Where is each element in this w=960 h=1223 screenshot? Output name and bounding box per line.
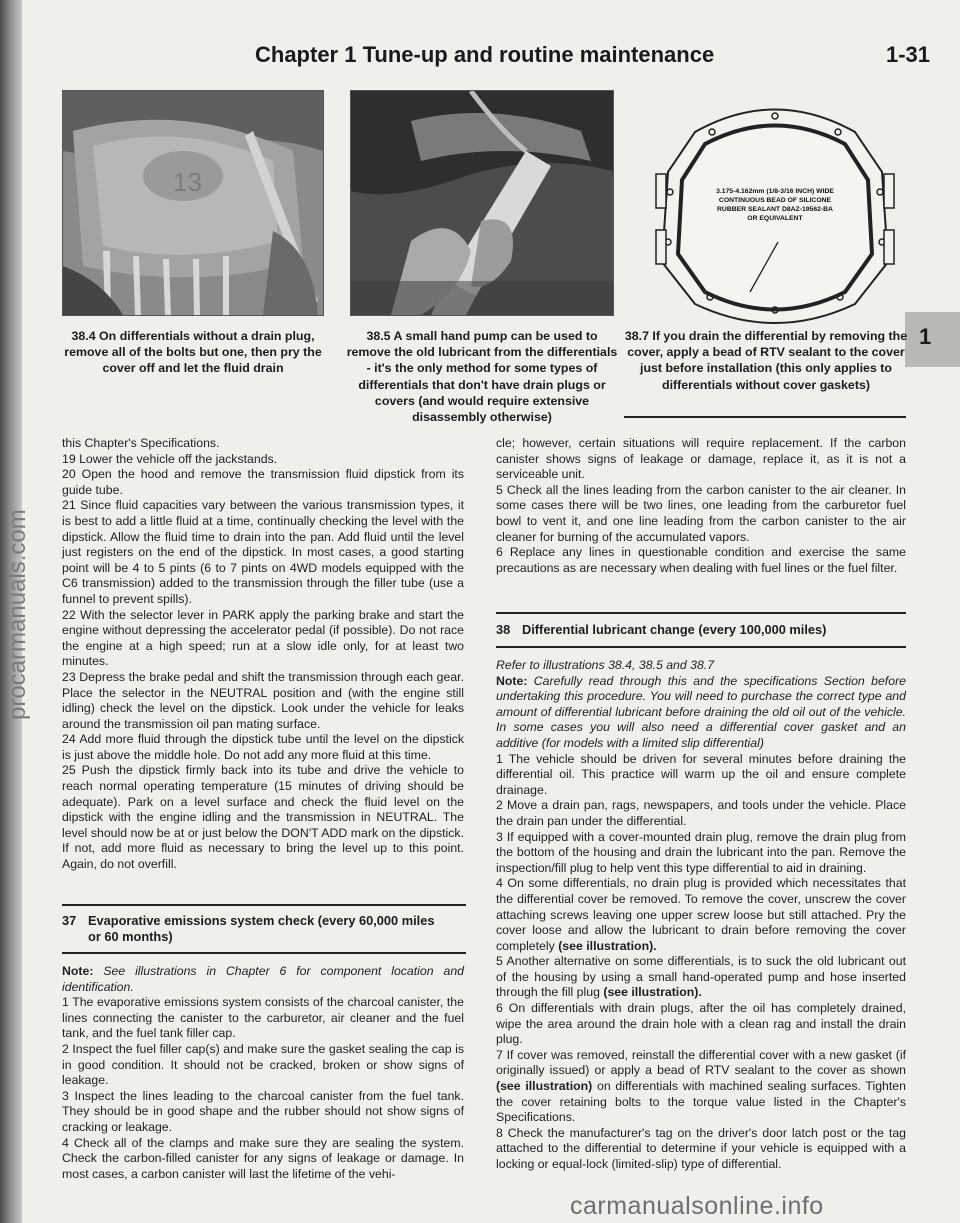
note-label: Note: [496, 673, 528, 688]
paragraph: 1 The vehicle should be driven for several minutes before draining the differential oil. This practice will warm up the oil and ensure complete drainage. [496, 751, 906, 797]
paragraph: 21 Since fluid capacities vary between the various transmission types, it is best to add a little fluid at a time, continually checking the level with the dipstick. Allow the fluid time to drain into the pan. Add fluid until the level just registers on the end of the dipstick. In most cases, a good starting point will be 4 to 5 pints (6 to 7 pints on 4WD models equipped with the C6 transmission) added to the transmission through the filler tube (use a funnel to prevent spills). [62, 498, 464, 606]
paragraph: 1 The evaporative emissions system consists of the charcoal canister, the lines connecting the canister to the carburetor, air cleaner and the fuel tank, and the fuel tank filler cap. [62, 995, 464, 1041]
illustration-ref: (see illustration). [558, 938, 657, 953]
photo-38-4 [62, 90, 324, 316]
paragraph: 6 On differentials with drain plugs, after the oil has completely drained, wipe the area around the drain hole with a clean rag and install the drain plug. [496, 1001, 906, 1047]
paragraph: 8 Check the manufacturer's tag on the driver's door latch post or the tag attached to the differential to determine if your vehicle is equipped with a locking or equal-lock (limited-slip) type of differential. [496, 1125, 906, 1171]
note-label: Note: [62, 964, 94, 978]
caption-38-5: 38.5 A small hand pump can be used to remove the old lubricant from the differentials - it's the only method for some types of differentials that don't have drain plugs or covers (and would require extensive disassembly otherwise) [346, 329, 618, 425]
paragraph: 4 Check all of the clamps and make sure they are sealing the system. Check the carbon-filled canister for any signs of leakage or damage. In most cases, a carbon canister will last the lifetime of the vehi- [62, 1135, 464, 1181]
photo-38-5 [350, 90, 614, 316]
paragraph: this Chapter's Specifications. [62, 436, 220, 450]
paragraph: 5 Check all the lines leading from the carbon canister to the air cleaner. In some cases there will be two lines, one leading from the carburetor fuel bowl to vent it, and one line leading from the carbon canister to the air cleaner for burning of the accumulated vapors. [496, 482, 906, 544]
paragraph: 22 With the selector lever in PARK apply the parking brake and start the engine without depressing the accelerator pedal (if possible). Do not race the engine at a high speed; run at a slow idle only, for at least two minutes. [62, 607, 464, 669]
illustration-ref: (see illustration) [496, 1079, 593, 1094]
diagram-label-line-2: CONTINUOUS BEAD OF SILICONE [718, 197, 832, 204]
chapter-tab-label: 1 [919, 324, 932, 349]
chapter-tab [905, 312, 960, 367]
diagram-label-line-4: OR EQUIVALENT [747, 215, 803, 222]
section-number: 37 [62, 913, 77, 928]
illustration-ref: (see illustration). [603, 985, 702, 1000]
paragraph-text: 5 Another alternative on some differentials, is to suck the old lubricant out of the housing by using a small hand-operated pump and hose inserted through the fill plug [496, 954, 906, 1000]
section-38-rule-bottom [496, 646, 906, 648]
section-title-cont: or 60 months) [88, 929, 173, 944]
paragraph: 23 Depress the brake pedal and shift the transmission through each gear. Place the selector in the NEUTRAL position and (with the engine still idling) check the level on the dipstick. Look under the vehicle for leaks around the transmission oil pan mating surface. [62, 669, 464, 731]
refer-text: Refer to illustrations 38.4, 38.5 and 38.7 [496, 658, 715, 672]
caption-rule [624, 416, 906, 418]
paragraph-text: on differentials with machined sealing surfaces. Tighten the cover retaining bolts to the torque value listed in the Chapter's Specifications. [496, 1079, 906, 1125]
paragraph: 24 Add more fluid through the dipstick tube until the level on the dipstick is just above the middle hole. Do not add any more fluid at this time. [62, 732, 464, 762]
section-38-rule-top [496, 612, 906, 614]
paragraph: 3 Inspect the lines leading to the charcoal canister from the fuel tank. They should be in good shape and the rubber should not show signs of cracking or leakage. [62, 1088, 464, 1134]
section-37-rule-top [62, 904, 466, 906]
section-37-heading [62, 913, 466, 945]
diagram-label-line-1: 3.175-4.162mm (1/8-3/16 INCH) WIDE [716, 188, 834, 195]
side-watermark: procarmanuals.com [4, 509, 31, 721]
left-column-bottom [62, 964, 464, 1182]
section-title: Evaporative emissions system check (every 60,000 miles [88, 913, 435, 928]
casting-number: 13 [173, 167, 202, 197]
right-column-bottom [496, 658, 906, 1173]
diagram-38-7 [650, 92, 900, 330]
paragraph: 25 Push the dipstick firmly back into its tube and drive the vehicle to reach normal operating temperature (15 minutes of driving should be adequate). Park on a level surface and check the fluid level on the dipstick with the engine idling and the transmission in NEUTRAL. The level should now be at or just below the DON'T ADD mark on the dipstick. If not, add more fluid as necessary to bring the level up to this point. Again, do not overfill. [62, 763, 464, 872]
caption-38-4: 38.4 On differentials without a drain plug, remove all of the bolts but one, then pry the cover off and let the fluid drain [64, 329, 322, 376]
section-title: Differential lubricant change (every 100,000 miles) [522, 622, 827, 637]
paragraph: 3 If equipped with a cover-mounted drain plug, remove the drain plug from the bottom of the housing and drain the lubricant into the pan. Remove the inspection/fill plug to help vent this type differential to aid in draining. [496, 829, 906, 875]
section-37-rule-bottom [62, 952, 466, 954]
note-text: See illustrations in Chapter 6 for component location and identification. [62, 964, 464, 994]
paragraph: 6 Replace any lines in questionable condition and exercise the same precautions as are necessary when dealing with fuel lines or the fuel filter. [496, 545, 906, 575]
note-text: Carefully read through this and the specifications Section before undertaking this procedure. You will need to purchase the correct type and amount of differential lubricant before draining the old oil out of the vehicle. In some cases you will also need a differential cover gasket and an additive (for models with a limited slip differential) [496, 673, 906, 750]
caption-38-7: 38.7 If you drain the differential by removing the cover, apply a bead of RTV sealant to the cover just before installation (this only applies to differentials without cover gaskets) [624, 329, 908, 392]
section-number: 38 [496, 622, 511, 637]
page-number: 1-31 [885, 42, 930, 67]
section-38-heading [496, 622, 906, 638]
diagram-label-line-3: RUBBER SEALANT D8AZ-19562-BA [717, 206, 833, 213]
paragraph-text: 7 If cover was removed, reinstall the differential cover with a new gasket (if originally issued) or apply a bead of RTV sealant to the cover as shown [496, 1047, 906, 1078]
paragraph: 20 Open the hood and remove the transmission fluid dipstick from its guide tube. [62, 467, 464, 497]
bottom-watermark: carmanualsonline.info [570, 1192, 824, 1220]
paragraph: cle; however, certain situations will require replacement. If the carbon canister shows signs of leakage or damage, replace it, as it is not a serviceable unit. [496, 436, 906, 482]
paragraph-text: 4 On some differentials, no drain plug is provided which necessitates that the differential cover be removed. To remove the cover, unscrew the cover attaching screws leaving one upper screw loose but still attached. Pry the cover loose and allow the lubricant to drain before removing the cover completely [496, 876, 906, 953]
left-column-top [62, 436, 464, 873]
paragraph: 2 Move a drain pan, rags, newspapers, and tools under the vehicle. Place the drain pan under the differential. [496, 798, 906, 828]
paragraph: 19 Lower the vehicle off the jackstands. [62, 451, 278, 466]
chapter-title: Chapter 1 Tune-up and routine maintenance [255, 42, 715, 67]
right-column-top [496, 436, 906, 576]
paragraph: 2 Inspect the fuel filler cap(s) and make sure the gasket sealing the cap is in good condition. It should not be cracked, broken or show signs of leakage. [62, 1041, 464, 1088]
